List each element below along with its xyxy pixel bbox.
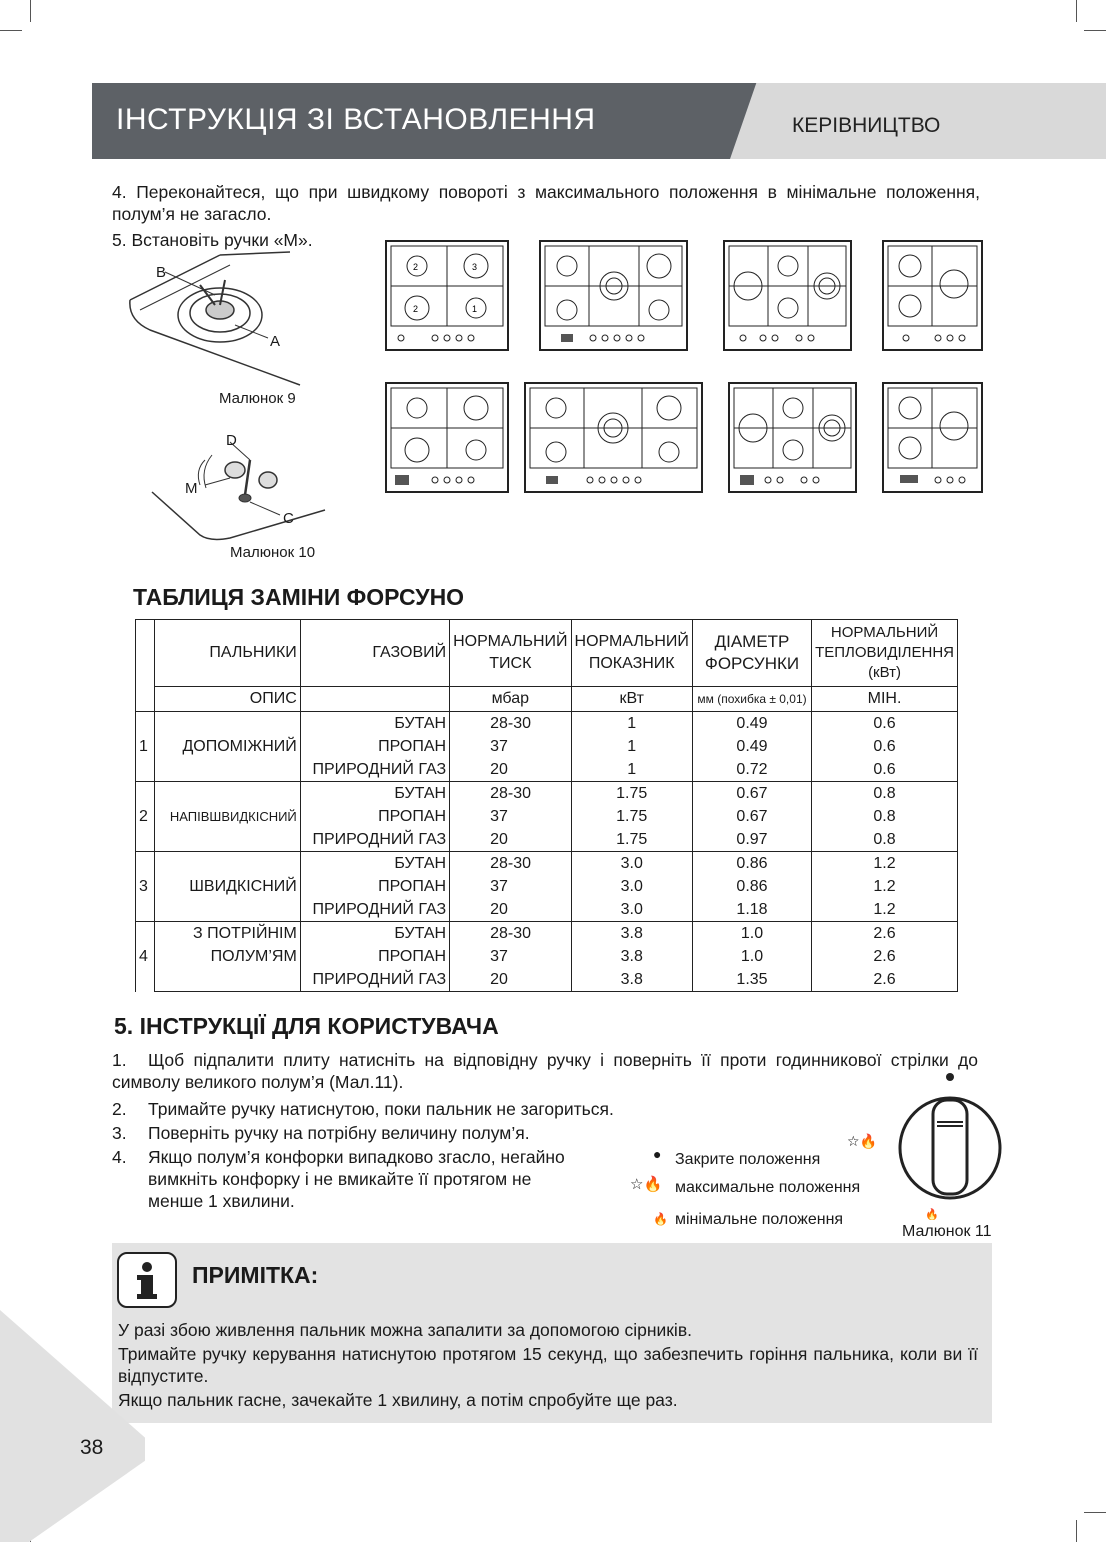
hob-4-burner-illustration-2 [385,382,510,494]
rate-cell: 3.8 [571,945,692,968]
page-title: ІНСТРУКЦІЯ ЗІ ВСТАНОВЛЕННЯ [116,103,596,136]
note-title: ПРИМІТКА: [192,1262,319,1288]
max-flame-icon: ☆🔥 [630,1176,663,1193]
rate-cell: 3.8 [571,968,692,992]
pressure-cell: 20 [450,828,571,852]
pressure-cell: 28-30 [450,782,571,806]
rate-cell: 1 [571,735,692,758]
hob-5-burner-illustration-2 [524,382,704,494]
table-unit-row [136,687,958,712]
label-c: C [283,510,294,527]
group-number: 3 [136,852,155,922]
heat-cell: 0.8 [812,782,958,806]
pressure-cell: 28-30 [450,712,571,736]
heat-cell: 1.2 [812,875,958,898]
item-number: 1. [112,1050,127,1070]
heat-cell: 0.6 [812,758,958,782]
rate-unit: кВт [571,687,692,712]
empty-cell [154,968,300,992]
table-title: ТАБЛИЦЯ ЗАМІНИ ФОРСУНО [133,584,465,610]
step-5-text: 5. Встановіть ручки «М». [112,230,313,250]
heat-cell: 0.8 [812,805,958,828]
heat-cell: 0.6 [812,735,958,758]
instruction-item-3 [112,1122,530,1144]
gas-cell: БУТАН [300,922,449,946]
pressure-cell: 37 [450,945,571,968]
diameter-cell: 0.86 [692,852,811,876]
figure-9-illustration [120,250,320,390]
diameter-cell: 0.67 [692,782,811,806]
pressure-cell: 37 [450,735,571,758]
item-number: 3. [112,1123,127,1143]
crop-mark [30,0,31,22]
figure-10-caption: Малюнок 10 [230,544,316,561]
gas-cell: ПРОПАН [300,805,449,828]
item-text: Поверніть ручку на потрібну величину полум’я. [148,1123,530,1143]
min-flame-icon: 🔥 [653,1212,668,1226]
step-4-text: 4. Переконайтеся, що при швидкому повороті з максимального положення в мінімальне положення, полум’я не загасло. [112,182,980,224]
gas-cell: ПРИРОДНИЙ ГАЗ [300,758,449,782]
table-row [136,922,958,946]
section-label: КЕРІВНИЦТВО [792,114,941,137]
item-number: 4. [112,1147,127,1167]
crop-mark [1084,30,1106,31]
burner-name: НАПІВШВИДКІСНИЙ [154,782,300,852]
group-number: 4 [136,922,155,992]
diameter-cell: 0.67 [692,805,811,828]
rate-cell: 3.0 [571,875,692,898]
legend-min: мінімальне положення [675,1211,844,1228]
section-5-title: 5. ІНСТРУКЦІЇ ДЛЯ КОРИСТУВАЧА [114,1013,499,1039]
diameter-cell: 0.49 [692,712,811,736]
page-number: 38 [80,1436,104,1459]
label-d: D [226,432,237,449]
item-text: Тримайте ручку натиснутою, поки пальник не загориться. [148,1099,614,1119]
gas-cell: ПРИРОДНИЙ ГАЗ [300,968,449,992]
label-a: A [270,333,281,350]
svg-text:3: 3 [472,262,478,272]
rate-cell: 1.75 [571,805,692,828]
burner-name-line1: З ПОТРІЙНІМ [154,922,300,946]
legend-max: максимальне положення [675,1179,861,1196]
note-line-2: Тримайте ручку керування натиснутою протягом 15 секунд, що забезпечить горіння пальника, коли ви її відпустите. [118,1344,978,1386]
diameter-cell: 0.49 [692,735,811,758]
nozzle-table [135,619,958,992]
crop-mark [1076,0,1077,22]
label-b: B [156,264,167,281]
svg-text:1: 1 [472,304,478,314]
svg-text:2: 2 [413,304,419,314]
crop-mark [1084,1512,1106,1513]
crop-mark [0,30,22,31]
pressure-cell: 37 [450,875,571,898]
gas-cell: ПРОПАН [300,945,449,968]
burner-name-line2: ПОЛУМ’ЯМ [154,945,300,968]
item-number: 2. [112,1099,127,1119]
info-icon [117,1252,177,1308]
hob-4-burner-compact-illustration [882,240,984,352]
desc-header: ОПИС [154,687,300,712]
rate-cell: 3.0 [571,898,692,922]
gas-cell: БУТАН [300,852,449,876]
dot-icon: ● [653,1146,662,1162]
pressure-cell: 20 [450,968,571,992]
note-line-1: У разі збою живлення пальник можна запалити за допомогою сірників. [118,1320,692,1340]
heat-cell: 2.6 [812,968,958,992]
rate-cell: 3.0 [571,852,692,876]
pressure-cell: 20 [450,898,571,922]
diameter-header: ДІАМЕТР ФОРСУНКИ [692,620,811,687]
rate-cell: 1 [571,758,692,782]
table-row [136,852,958,876]
heat-cell: 0.8 [812,828,958,852]
burners-header: ПАЛЬНИКИ [154,620,300,687]
table-row [136,782,958,806]
gas-cell: ПРОПАН [300,875,449,898]
instruction-item-4 [112,1146,572,1212]
instruction-item-2 [112,1098,614,1120]
rate-cell: 1.75 [571,782,692,806]
rate-cell: 3.8 [571,922,692,946]
heat-cell: 2.6 [812,922,958,946]
legend-closed: Закрите положення [675,1151,821,1168]
pressure-cell: 28-30 [450,852,571,876]
pressure-cell: 20 [450,758,571,782]
diameter-cell: 1.0 [692,945,811,968]
figure-10-illustration [150,430,330,545]
figure-9-caption: Малюнок 9 [219,390,296,407]
num-header [136,620,155,712]
diameter-cell: 1.0 [692,922,811,946]
heat-unit: МІН. [812,687,958,712]
pressure-cell: 37 [450,805,571,828]
hob-4-burner-flat-illustration [723,240,853,352]
hob-4-burner-flat-illustration-2 [728,382,858,494]
svg-text:☆🔥: ☆🔥 [847,1134,877,1150]
gas-cell: БУТАН [300,712,449,736]
hob-4-burner-illustration [385,240,510,352]
gas-cell: ПРИРОДНИЙ ГАЗ [300,898,449,922]
pressure-cell: 28-30 [450,922,571,946]
rate-cell: 1.75 [571,828,692,852]
gas-cell: ПРОПАН [300,735,449,758]
diameter-cell: 0.97 [692,828,811,852]
pressure-unit: мбар [450,687,571,712]
heat-cell: 1.2 [812,852,958,876]
heat-cell: 1.2 [812,898,958,922]
diameter-cell: 0.72 [692,758,811,782]
heat-header: НОРМАЛЬНИЙ ТЕПЛОВИДІЛЕННЯ (кВт) [812,620,958,687]
figure-11-knob-illustration [845,1070,1005,1220]
item-text: Щоб підпалити плиту натисніть на відповідну ручку і поверніть її проти годинникової стрілки до символу великого полум’я (Мал.11). [112,1050,978,1092]
burner-name: ШВИДКІСНИЙ [154,852,300,922]
diameter-cell: 0.86 [692,875,811,898]
heat-cell: 2.6 [812,945,958,968]
svg-text:2: 2 [413,262,419,272]
group-number: 1 [136,712,155,782]
note-line-3: Якщо пальник гасне, зачекайте 1 хвилину, а потім спробуйте ще раз. [118,1390,678,1410]
pressure-header: НОРМАЛЬНИЙ ТИСК [450,620,571,687]
heat-cell: 0.6 [812,712,958,736]
diameter-cell: 1.18 [692,898,811,922]
figure-11-caption: Малюнок 11 [902,1223,992,1240]
table-header-row [136,620,958,687]
rate-header: НОРМАЛЬНИЙ ПОКАЗНИК [571,620,692,687]
gas-cell: ПРИРОДНИЙ ГАЗ [300,828,449,852]
gas-header: ГАЗОВИЙ [300,620,449,687]
crop-mark [1076,1520,1077,1542]
burner-name: ДОПОМІЖНИЙ [154,712,300,782]
empty-cell [300,687,449,712]
gas-cell: БУТАН [300,782,449,806]
table-row [136,945,958,968]
hob-4-burner-compact-illustration-2 [882,382,984,494]
table-row [136,712,958,736]
svg-text:🔥: 🔥 [925,1208,939,1220]
diameter-cell: 1.35 [692,968,811,992]
diameter-unit: мм (похибка ± 0,01) [692,687,811,712]
hob-5-burner-illustration [539,240,689,352]
group-number: 2 [136,782,155,852]
label-m: M [185,480,198,497]
table-row [136,968,958,992]
item-text: Якщо полум’я конфорки випадково згасло, негайно вимкніть конфорку і не вмикайте її протягом не менше 1 хвилини. [148,1147,565,1211]
rate-cell: 1 [571,712,692,736]
